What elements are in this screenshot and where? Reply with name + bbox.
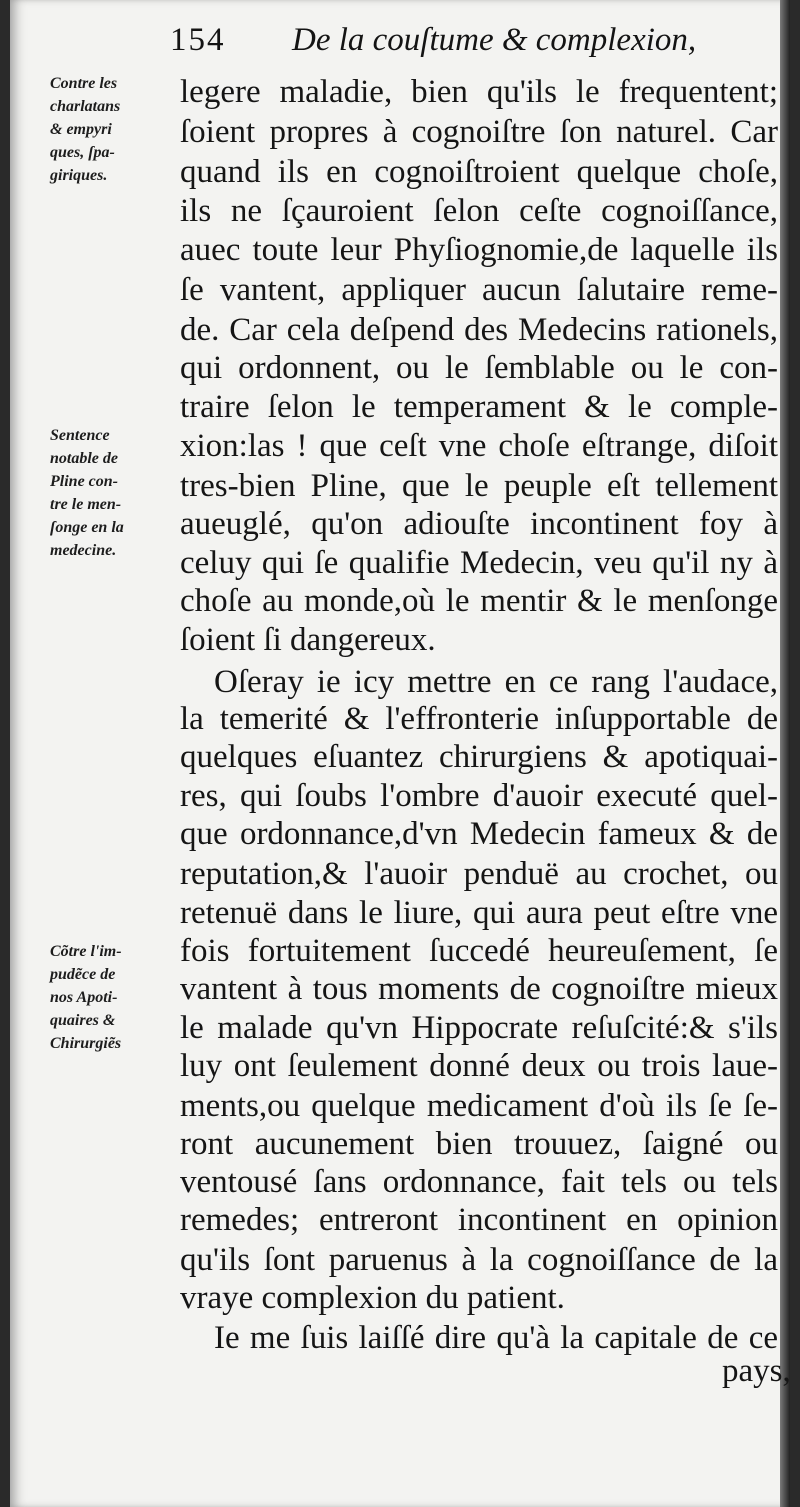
text-line: ſoient propres à cognoiſtre ſon naturel. Car <box>180 114 778 150</box>
margin-note-charlatans <box>50 72 180 187</box>
text-line: legere maladie, bien qu'ils le frequentent; <box>180 74 778 110</box>
margin-note-line: giriques. <box>50 167 108 184</box>
text-line: de. Car cela deſpend des Medecins rationels, <box>180 312 778 348</box>
text-line: traire ſelon le temperament & le comple- <box>180 389 778 425</box>
text-line: quelques eſuantez chirurgiens & apotiquai- <box>180 739 778 775</box>
text-line: remedes; entreront incontinent en opinion <box>180 1202 778 1238</box>
text-line: le malade qu'vn Hippocrate reſuſcité:& s'ils <box>180 1010 778 1046</box>
text-line: reputation,& l'auoir penduë au crochet, ou <box>180 856 778 892</box>
text-line: qu'ils ſont paruenus à la cognoiſſance de la <box>180 1242 778 1278</box>
text-line: aueuglé, qu'on adiouſte incontinent foy à <box>180 506 778 542</box>
text-line: Oſeray ie icy mettre en ce rang l'audace, <box>214 664 778 700</box>
margin-note-line: Sentence <box>50 427 110 444</box>
text-line: ront aucunement bien trouuez, ſaigné ou <box>180 1126 778 1162</box>
margin-note-line: tre le men- <box>50 496 122 513</box>
text-line: vraye complexion du patient. <box>180 1280 565 1316</box>
text-line: quand ils en cognoiſtroient quelque choſe, <box>180 154 778 190</box>
text-line: res, qui ſoubs l'ombre d'auoir executé quel- <box>180 778 778 814</box>
margin-note-line: ques, ſpa- <box>50 144 115 161</box>
margin-note-line: & empyri <box>50 121 112 138</box>
margin-note-line: nos Apoti- <box>50 989 118 1006</box>
text-line: ments,ou quelque medicament d'où ils ſe ſe- <box>180 1088 778 1124</box>
text-line: Ie me ſuis laiſſé dire qu'à la capitale de ce <box>214 1320 778 1356</box>
margin-note-line: Cõtre l'im- <box>50 943 122 960</box>
margin-note-line: ſonge en la <box>50 519 124 536</box>
text-line: fois fortuitement ſuccedé heureuſement, ſe <box>180 933 778 969</box>
book-page <box>10 0 790 1507</box>
margin-note-line: medecine. <box>50 542 117 559</box>
margin-note-line: Contre les <box>50 75 118 92</box>
text-line: ſoient ſi dangereux. <box>180 622 436 658</box>
text-line: ſe vantent, appliquer aucun ſalutaire reme- <box>180 272 778 308</box>
text-line: ils ne ſçauroient ſelon ceſte cognoiſſance, <box>180 193 778 229</box>
text-line: xion:las ! que ceſt vne choſe eſtrange, diſoit <box>180 428 778 464</box>
text-line: tres-bien Pline, que le peuple eſt tellement <box>180 468 778 504</box>
running-header <box>170 22 790 66</box>
margin-note-pline <box>50 424 180 562</box>
text-line: celuy qui ſe qualifie Medecin, veu qu'il ny à <box>180 545 778 581</box>
running-title: De la couſtume & complexion, <box>292 22 697 58</box>
margin-note-line: Chirurgiẽs <box>50 1035 122 1052</box>
margin-note-apotiquaires <box>50 940 180 1055</box>
text-line: ventousé ſans ordonnance, fait tels ou tels <box>180 1164 778 1200</box>
text-line: auec toute leur Phyſiognomie,de laquelle ils <box>180 232 778 268</box>
page-number: 154 <box>170 22 226 58</box>
text-line: qui ordonnent, ou le ſemblable ou le con- <box>180 350 778 386</box>
text-line: luy ont ſeulement donné deux ou trois laue- <box>180 1048 778 1084</box>
text-line: vantent à tous moments de cognoiſtre mieux <box>180 971 778 1007</box>
margin-note-line: quaires & <box>50 1012 116 1029</box>
text-line: la temerité & l'effronterie inſupportable de <box>180 701 778 737</box>
text-line: retenuë dans le liure, qui aura peut eſtre vne <box>180 895 778 931</box>
text-line: que ordonnance,d'vn Medecin fameux & de <box>180 816 778 852</box>
margin-note-line: pudẽce de <box>50 966 116 983</box>
margin-note-line: notable de <box>50 450 118 467</box>
margin-note-line: charlatans <box>50 98 121 115</box>
margin-note-line: Pline con- <box>50 473 118 490</box>
catchword: pays, <box>722 1353 791 1389</box>
page-edge-shadow <box>780 0 790 1507</box>
text-line: choſe au monde,où le mentir & le menſonge <box>180 583 778 619</box>
